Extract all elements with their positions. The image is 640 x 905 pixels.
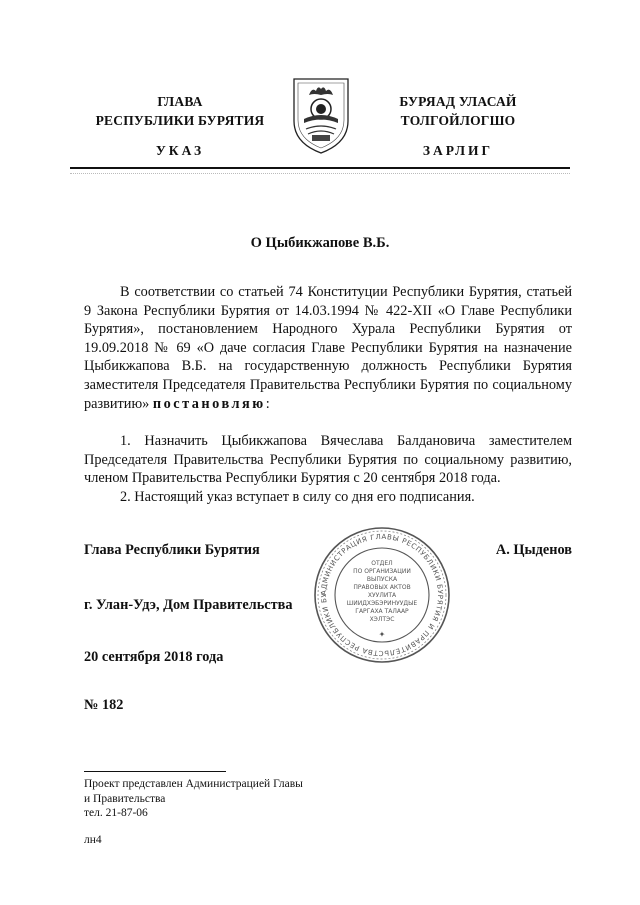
decree-colon: : <box>265 395 270 412</box>
header-divider-dotted <box>70 173 570 174</box>
preamble-text: В соответствии со статьей 74 Конституции Республики Бурятия, статьей 9 Закона Республики Бурятия от 14.03.1994 № 422-XII «О Главе Республики Бурятия», постановлением Народного Хурала Республики Бурятия от 19.09.2018 № 69 «О даче согласия Главе Республики Бурятия на назначение Цыбикжапова В.Б. на государственную должность Республики Бурятия заместителя Председателя Правительства Республики Бурятия по социальному развитию» <box>84 284 572 412</box>
signing-place: г. Улан-Удэ, Дом Правительства <box>84 597 293 613</box>
footer-note <box>84 777 303 821</box>
preamble-paragraph <box>84 283 572 413</box>
issuer-block-buryat <box>358 92 558 130</box>
footer-initials: лн4 <box>84 834 102 846</box>
coat-of-arms-of-buryatia-icon <box>288 73 354 155</box>
footer-line-1: Проект представлен Администрацией Главы <box>84 778 303 790</box>
seal-center-line-6: ШИИДХЭБЭРИНУУДЫЕ <box>346 600 418 607</box>
doc-type-russian: УКАЗ <box>155 143 205 158</box>
signing-date: 20 сентября 2018 года <box>84 649 224 665</box>
seal-center-line-7: ГАРГАХА ТАЛААР <box>355 608 409 615</box>
header-divider <box>70 167 570 169</box>
seal-center-line-8: ХЭЛТЭС <box>369 616 395 623</box>
svg-text:✦: ✦ <box>378 630 386 639</box>
issuer-line-1: ГЛАВА <box>157 94 203 109</box>
signatory-name: А. Цыденов <box>495 542 572 558</box>
footer-phone: тел. 21-87-06 <box>84 807 148 819</box>
seal-ring-text: АДМИНИСТРАЦИЯ ГЛАВЫ РЕСПУБЛИКИ БУРЯТИЯ И ПРАВИТЕЛЬСТВА РЕСПУБЛИКИ БУ <box>319 532 445 658</box>
footnote-divider <box>84 771 226 772</box>
seal-center-line-2: ПО ОРГАНИЗАЦИИ <box>353 568 411 575</box>
seal-center-line-4: ПРАВОВЫХ АКТОВ <box>353 584 411 591</box>
issuer-buryat-line-1: БУРЯАД УЛАСАЙ <box>399 94 517 109</box>
issuer-buryat-line-2: ТОЛГОЙЛОГШО <box>400 113 516 128</box>
official-seal-icon <box>312 525 452 665</box>
document-title: О Цыбикжапове В.Б. <box>250 235 390 251</box>
decree-word: постановляю <box>152 395 266 412</box>
doc-type-buryat: ЗАРЛИГ <box>422 143 494 158</box>
seal-center-line-3: ВЫПУСКА <box>366 576 398 583</box>
issuer-line-2: РЕСПУБЛИКИ БУРЯТИЯ <box>95 113 265 128</box>
footer-line-2: и Правительства <box>84 792 166 805</box>
signatory-position: Глава Республики Бурятия <box>84 542 260 558</box>
decree-number: № 182 <box>84 697 124 713</box>
issuer-block-russian <box>80 92 280 130</box>
seal-center-line-5: ХУУЛИТА <box>367 592 397 599</box>
item-1-paragraph: 1. Назначить Цыбикжапова Вячеслава Балдановича заместителем Председателя Правительства Республики Бурятия по социальному развитию, членом Правительства Республики Бурятия с 20 сентября 2018 года. <box>84 433 572 487</box>
seal-center-line-1: ОТДЕЛ <box>371 560 393 567</box>
item-2-paragraph: 2. Настоящий указ вступает в силу со дня его подписания. <box>120 489 475 505</box>
